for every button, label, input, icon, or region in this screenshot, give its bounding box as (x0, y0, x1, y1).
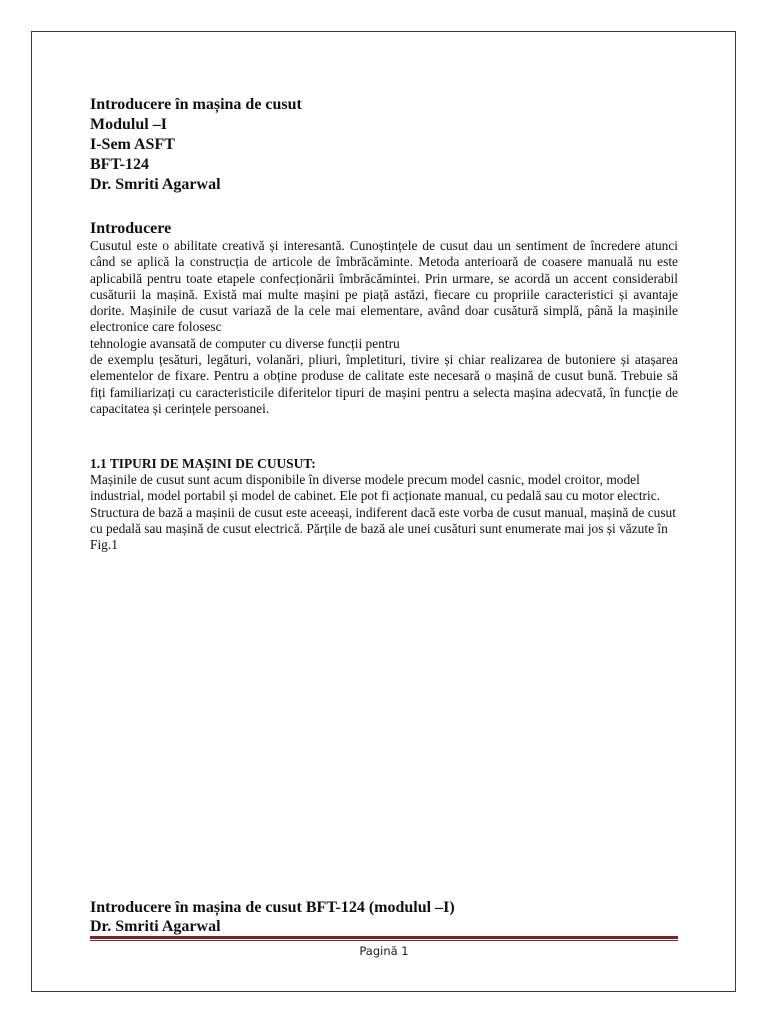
page-number: Pagină 1 (359, 944, 409, 958)
title-line-code: BFT-124 (90, 156, 149, 173)
footer-rule (90, 936, 678, 942)
footer-rule-thin (90, 940, 678, 941)
title-line-module: Modulul –I (90, 116, 167, 133)
title-line-semester: I-Sem ASFT (90, 136, 175, 153)
section-paragraph: Mașinile de cusut sunt acum disponibile în diverse modele precum model casnic, model croitor, model industrial, model portabil și model de cabinet. Ele pot fi acționate manual, cu pedală sau cu motor electric. Structura de bază a mașinii de cusut este aceeași, indiferent dacă este vorba de cusut manual, mașină de cusut cu pedală sau mașină de cusut electrică. Părțile de bază ale unei cusături sunt enumerate mai jos și văzute în Fig.1 (90, 472, 676, 553)
intro-paragraph-2: de exemplu țesături, legături, volanări, pliuri, împletituri, tivire și chiar realizarea de butoniere și atașarea elementelor de fixare. Pentru a obține produse de calitate este necesară o mașină de cusut bună. Trebuie să fiți familiarizați cu caracteristicile diferitelor tipuri de mașini pentru a selecta mașina adecvată, în funcție de capacitatea și cerințele persoanei. (90, 352, 678, 416)
document-title-block (90, 95, 690, 195)
page-footer (90, 898, 690, 936)
intro-body (90, 238, 678, 417)
intro-paragraph-1-last-line: tehnologie avansată de computer cu diverse funcții pentru (90, 335, 400, 351)
title-line-course: Introducere în mașina de cusut (90, 96, 302, 113)
section-body (90, 472, 682, 553)
title-line-author: Dr. Smriti Agarwal (90, 176, 221, 193)
section-heading: 1.1 TIPURI DE MAȘINI DE CUUSUT: (90, 456, 316, 471)
footer-title: Introducere în mașina de cusut BFT-124 (modulul –I) (90, 899, 455, 916)
footer-author: Dr. Smriti Agarwal (90, 918, 221, 935)
intro-heading: Introducere (90, 220, 172, 237)
footer-rule-thick (90, 936, 678, 939)
intro-paragraph-1: Cusutul este o abilitate creativă și interesantă. Cunoștințele de cusut dau un sentiment de încredere atunci când se aplică la construcția de articole de îmbrăcăminte. Metoda anterioară de coasere manuală nu este aplicabilă pentru toate etapele confecționării îmbrăcămintei. Prin urmare, se acordă un accent considerabil cusăturii la mașină. Există mai multe mașini pe piață astăzi, fiecare cu propriile caracteristici și avantaje dorite. Mașinile de cusut variază de la cele mai elementare, având doar cusătură simplă, până la mașinile electronice care folosesc (90, 238, 678, 335)
